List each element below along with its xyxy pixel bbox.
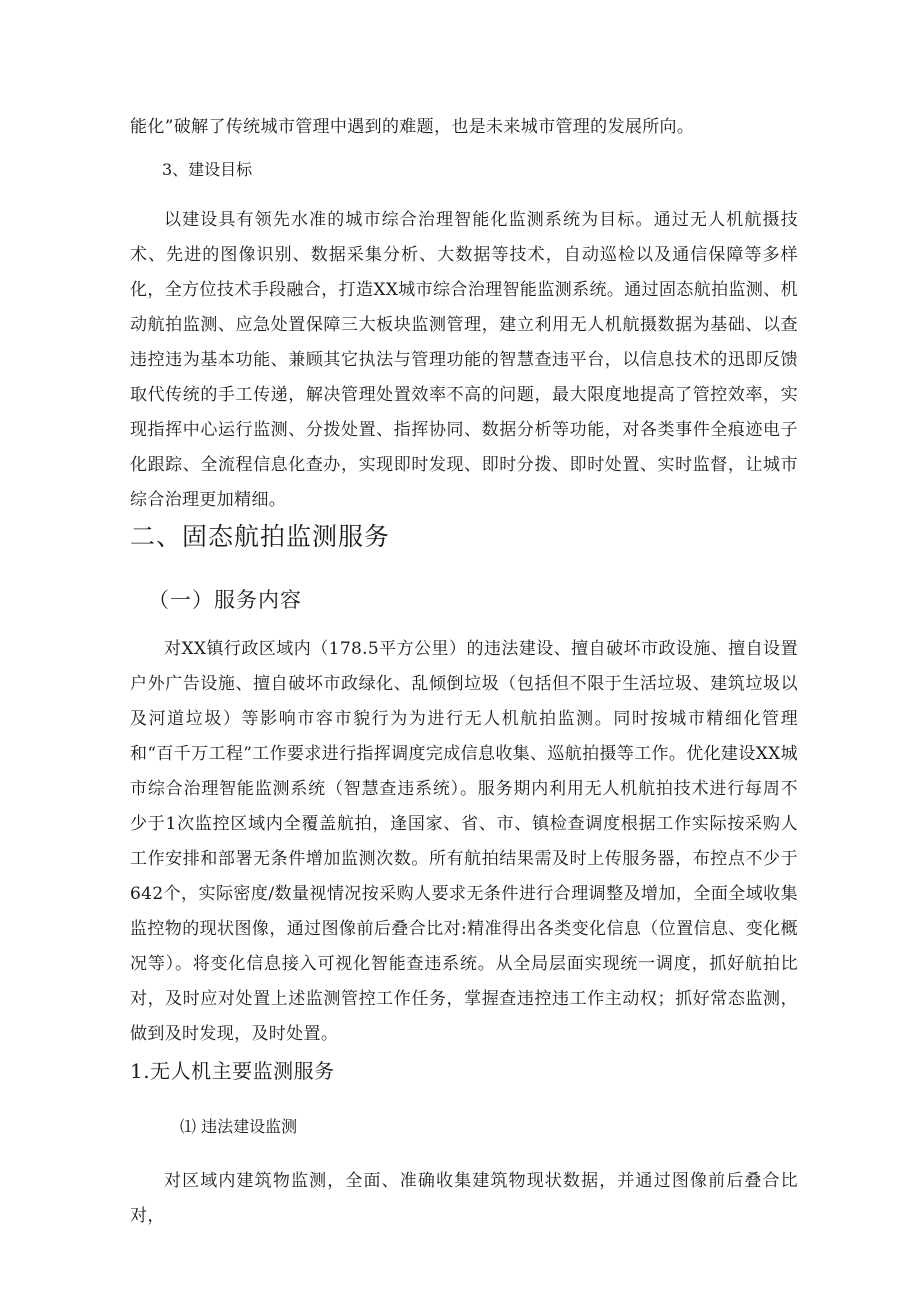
section2-heading: 二、固态航拍监测服务 bbox=[130, 522, 391, 551]
item1a-heading: ⑴ 违法建设监测 bbox=[180, 1117, 298, 1136]
service-paragraph: 对XX镇行政区域内（178.5平方公里）的违法建设、擅自破坏市政设施、擅自设置户外广告设施、擅自破坏市政绿化、乱倾倒垃圾（包括但不限于生活垃圾、建筑垃圾以及河道垃圾）等影响市容市貌行为为进行无人机航拍监测。同时按城市精细化管理和“百千万工程”工作要求进行指挥调度完成信息收集、巡航拍摄等工作。优化建设XX城市综合治理智能监测系统（智慧查违系统）。服务期内利用无人机航拍技术进行每周不少于1次监控区域内全覆盖航拍，逢国家、省、市、镇检查调度根据工作实际按采购人工作安排和部署无条件增加监测次数。所有航拍结果需及时上传服务器，布控点不少于642个，实际密度/数量视情况按采购人要求无条件进行合理调整及增加，全面全域收集监控物的现状图像，通过图像前后叠合比对:精准得出各类变化信息（位置信息、变化概况等）。将变化信息接入可视化智能查违系统。从全局层面实现统一调度，抓好航拍比对，及时应对处置上述监测管控工作任务，掌握查违控违工作主动权；抓好常态监测，做到及时发现，及时处置。 bbox=[130, 639, 798, 1044]
item1-heading: 1.无人机主要监测服务 bbox=[130, 1059, 335, 1083]
item1a-paragraph: 对区域内建筑物监测，全面、准确收集建筑物现状数据，并通过图像前后叠合比对， bbox=[130, 1171, 798, 1226]
goal-paragraph: 以建设具有领先水准的城市综合治理智能化监测系统为目标。通过无人机航摄技术、先进的图像识别、数据采集分析、大数据等技术，自动巡检以及通信保障等多样化，全方位技术手段融合，打造XX城市综合治理智能监测系统。通过固态航拍监测、机动航拍监测、应急处置保障三大板块监测管理，建立利用无人机航摄数据为基础、以查违控违为基本功能、兼顾其它执法与管理功能的智慧查违平台，以信息技术的迅即反馈取代传统的手工传递，解决管理处置效率不高的问题，最大限度地提高了管控效率，实现指挥中心运行监测、分拨处置、指挥协同、数据分析等功能，对各类事件全痕迹电子化跟踪、全流程信息化查办，实现即时发现、即时分拨、即时处置、实时监督，让城市综合治理更加精细。 bbox=[130, 210, 798, 510]
goal-heading: 3、建设目标 bbox=[162, 160, 253, 179]
sub1-heading: （一）服务内容 bbox=[148, 588, 302, 612]
intro-tail-paragraph: 能化”破解了传统城市管理中遇到的难题，也是未来城市管理的发展所向。 bbox=[130, 117, 695, 137]
